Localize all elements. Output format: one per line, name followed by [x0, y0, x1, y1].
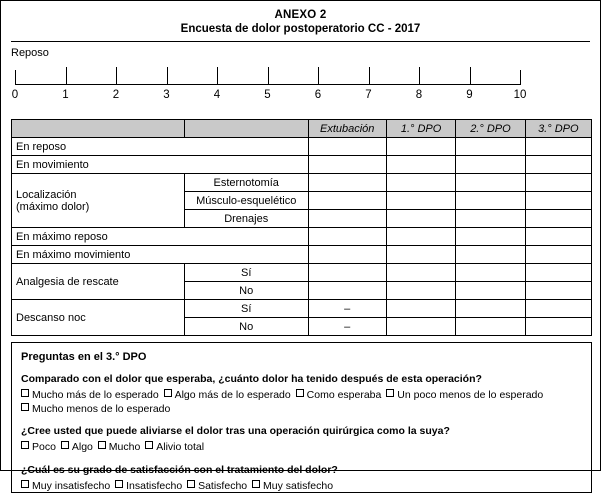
cell-analgesia-si-dpo3[interactable]: [525, 264, 591, 282]
cell-max-movimiento-extubacion[interactable]: [308, 246, 386, 264]
cell-descanso-si-dpo2[interactable]: [456, 300, 525, 318]
cell-esternotomia-dpo3[interactable]: [525, 174, 591, 192]
header-cell-blank-1: [12, 120, 185, 138]
checkbox-icon[interactable]: [98, 441, 106, 449]
cell-esternotomia-dpo1[interactable]: [386, 174, 455, 192]
cell-descanso-no-dpo1[interactable]: [386, 318, 455, 336]
scale-tick-5: [268, 67, 269, 85]
header-cell-blank-2: [184, 120, 308, 138]
option-1-3-label: Como esperaba: [306, 389, 382, 401]
table-row: [12, 264, 592, 282]
cell-en-movimiento-dpo2[interactable]: [456, 156, 525, 174]
row-label-descanso-noc: Descanso noc: [12, 300, 185, 336]
cell-descanso-si-extubacion: –: [308, 300, 386, 318]
scale-ticklabel-2: 2: [112, 89, 120, 101]
option-1-4[interactable]: [386, 389, 543, 401]
localizacion-line2: (máximo dolor): [16, 200, 90, 213]
row-label-en-movimiento: En movimiento: [12, 156, 309, 174]
table-row: [12, 174, 592, 192]
cell-drenajes-dpo2[interactable]: [456, 210, 525, 228]
cell-drenajes-extubacion[interactable]: [308, 210, 386, 228]
option-2-4[interactable]: [145, 441, 204, 453]
row-sublabel-drenajes: Drenajes: [184, 210, 308, 228]
cell-analgesia-no-extubacion[interactable]: [308, 282, 386, 300]
option-1-2-label: Algo más de lo esperado: [174, 389, 291, 401]
document-subtitle: Encuesta de dolor postoperatorio CC - 2017: [180, 23, 421, 35]
header-cell-dpo3: 3.° DPO: [525, 120, 591, 138]
checkbox-icon[interactable]: [61, 441, 69, 449]
row-sublabel-musculo-esqueletico: Músculo-esquelético: [184, 192, 308, 210]
row-sublabel-esternotomia: Esternotomía: [184, 174, 308, 192]
table-row: [12, 300, 592, 318]
scale-tick-7: [369, 67, 370, 85]
row-label-max-reposo: En máximo reposo: [12, 228, 309, 246]
option-2-3-label: Mucho: [108, 441, 141, 454]
cell-analgesia-no-dpo1[interactable]: [386, 282, 455, 300]
scale-tick-4: [217, 67, 218, 85]
header-cell-extubacion: Extubación: [308, 120, 386, 138]
cell-max-reposo-dpo3[interactable]: [525, 228, 591, 246]
pain-record-table: [11, 119, 592, 336]
checkbox-icon[interactable]: [386, 389, 394, 397]
pain-scale: [1, 47, 600, 119]
cell-max-movimiento-dpo2[interactable]: [456, 246, 525, 264]
option-1-4-label: Un poco menos de lo esperado: [397, 389, 544, 401]
scale-ticklabel-5: 5: [264, 89, 271, 101]
scale-ticklabel-1: 1: [62, 89, 69, 101]
option-2-3[interactable]: [98, 441, 141, 453]
row-label-en-reposo: En reposo: [12, 138, 309, 156]
row-sublabel-analgesia-si: Sí: [184, 264, 308, 282]
table-header-row: [12, 120, 592, 138]
cell-descanso-no-extubacion: –: [308, 318, 386, 336]
cell-en-reposo-dpo2[interactable]: [456, 138, 525, 156]
table-row: [12, 138, 592, 156]
cell-drenajes-dpo3[interactable]: [525, 210, 591, 228]
cell-esternotomia-dpo2[interactable]: [456, 174, 525, 192]
question-2-options: [21, 440, 582, 454]
cell-musculo-extubacion[interactable]: [308, 192, 386, 210]
cell-musculo-dpo1[interactable]: [386, 192, 455, 210]
scale-ticklabel-9: 9: [466, 89, 473, 101]
option-1-3[interactable]: [296, 389, 382, 401]
cell-drenajes-dpo1[interactable]: [386, 210, 455, 228]
cell-max-reposo-dpo1[interactable]: [386, 228, 455, 246]
cell-descanso-no-dpo2[interactable]: [456, 318, 525, 336]
cell-max-movimiento-dpo1[interactable]: [386, 246, 455, 264]
question-2-text: ¿Cree usted que puede aliviarse el dolor tras una operación quirúrgica como la suya?: [21, 425, 450, 438]
scale-tick-8: [419, 67, 420, 85]
checkbox-icon[interactable]: [296, 389, 304, 397]
question-1-text: Comparado con el dolor que esperaba, ¿cuánto dolor ha tenido después de esta operación?: [21, 373, 482, 385]
cell-en-reposo-extubacion[interactable]: [308, 138, 386, 156]
cell-max-movimiento-dpo3[interactable]: [525, 246, 591, 264]
checkbox-icon[interactable]: [187, 480, 195, 488]
scale-tick-9: [470, 67, 471, 85]
question-3-options: [21, 479, 582, 493]
checkbox-icon[interactable]: [21, 480, 29, 488]
scale-ticklabel-0: 0: [11, 89, 19, 101]
option-1-5-label: Mucho menos de lo esperado: [32, 403, 171, 416]
option-2-2-label: Algo: [71, 441, 93, 454]
cell-esternotomia-extubacion[interactable]: [308, 174, 386, 192]
checkbox-icon[interactable]: [21, 403, 29, 411]
option-3-1-label: Muy insatisfecho: [32, 479, 111, 492]
option-3-2[interactable]: [115, 480, 182, 492]
checkbox-icon[interactable]: [21, 389, 29, 397]
cell-en-movimiento-extubacion[interactable]: [308, 156, 386, 174]
option-3-4[interactable]: [252, 480, 333, 492]
cell-musculo-dpo2[interactable]: [456, 192, 525, 210]
document-header: [1, 1, 600, 35]
row-label-max-movimiento: En máximo movimiento: [12, 246, 309, 264]
scale-ticklabel-10: 10: [513, 89, 527, 101]
option-2-1[interactable]: [21, 441, 56, 453]
option-2-2[interactable]: [61, 441, 93, 453]
cell-musculo-dpo3[interactable]: [525, 192, 591, 210]
option-1-1-label: Mucho más de lo esperado: [32, 389, 159, 401]
cell-en-movimiento-dpo1[interactable]: [386, 156, 455, 174]
checkbox-icon[interactable]: [115, 480, 123, 488]
option-3-3[interactable]: [187, 480, 247, 492]
scale-tick-3: [167, 67, 168, 85]
scale-start-cap: [15, 70, 16, 85]
row-label-analgesia-rescate: Analgesia de rescate: [12, 264, 185, 300]
scale-tick-1: [66, 67, 67, 85]
cell-analgesia-si-dpo1[interactable]: [386, 264, 455, 282]
checkbox-icon[interactable]: [145, 441, 153, 449]
table-row: [12, 228, 592, 246]
option-1-5[interactable]: [21, 403, 170, 415]
cell-en-reposo-dpo1[interactable]: [386, 138, 455, 156]
checkbox-icon[interactable]: [21, 441, 29, 449]
option-2-4-label: Alivio total: [156, 441, 205, 454]
row-sublabel-descanso-no: No: [184, 318, 308, 336]
scale-tick-2: [116, 67, 117, 85]
header-cell-dpo1: 1.° DPO: [386, 120, 455, 138]
questions-title: Preguntas en el 3.° DPO: [21, 351, 147, 363]
checkbox-icon[interactable]: [252, 480, 260, 488]
localizacion-line1: Localización: [16, 188, 77, 201]
scale-end-cap: [520, 70, 521, 85]
scale-ticklabel-3: 3: [163, 89, 170, 101]
cell-analgesia-no-dpo3[interactable]: [525, 282, 591, 300]
option-1-2[interactable]: [164, 389, 291, 401]
question-3-text: ¿Cuál es su grado de satisfacción con el tratamiento del dolor?: [21, 463, 338, 476]
scale-ticklabel-7: 7: [365, 89, 372, 101]
cell-en-movimiento-dpo3[interactable]: [525, 156, 591, 174]
option-3-2-label: Insatisfecho: [126, 479, 183, 492]
option-3-1[interactable]: [21, 480, 110, 492]
table-row: [12, 156, 592, 174]
cell-descanso-si-dpo3[interactable]: [525, 300, 591, 318]
option-3-4-label: Muy satisfecho: [263, 479, 334, 492]
option-2-1-label: Poco: [32, 441, 56, 454]
scale-tick-6: [318, 67, 319, 85]
header-cell-dpo2: 2.° DPO: [456, 120, 525, 138]
document-title: ANEXO 2: [274, 9, 327, 21]
cell-descanso-si-dpo1[interactable]: [386, 300, 455, 318]
row-sublabel-analgesia-no: No: [184, 282, 308, 300]
cell-max-reposo-dpo2[interactable]: [456, 228, 525, 246]
question-1-options: [21, 388, 582, 416]
scale-ticklabel-6: 6: [314, 89, 322, 101]
header-divider: [11, 41, 590, 42]
option-1-1[interactable]: [21, 389, 159, 401]
cell-analgesia-si-extubacion[interactable]: [308, 264, 386, 282]
table-row: [12, 246, 592, 264]
scale-ticklabel-4: 4: [213, 89, 221, 101]
cell-en-reposo-dpo3[interactable]: [525, 138, 591, 156]
questions-box: [11, 342, 592, 493]
checkbox-icon[interactable]: [164, 389, 172, 397]
scale-ticklabel-8: 8: [415, 89, 423, 101]
cell-analgesia-si-dpo2[interactable]: [456, 264, 525, 282]
row-sublabel-descanso-si: Sí: [184, 300, 308, 318]
cell-analgesia-no-dpo2[interactable]: [456, 282, 525, 300]
scale-label: Reposo: [11, 47, 49, 59]
row-label-localizacion: [12, 174, 185, 228]
cell-descanso-no-dpo3[interactable]: [525, 318, 591, 336]
option-3-3-label: Satisfecho: [198, 479, 248, 492]
cell-max-reposo-extubacion[interactable]: [308, 228, 386, 246]
